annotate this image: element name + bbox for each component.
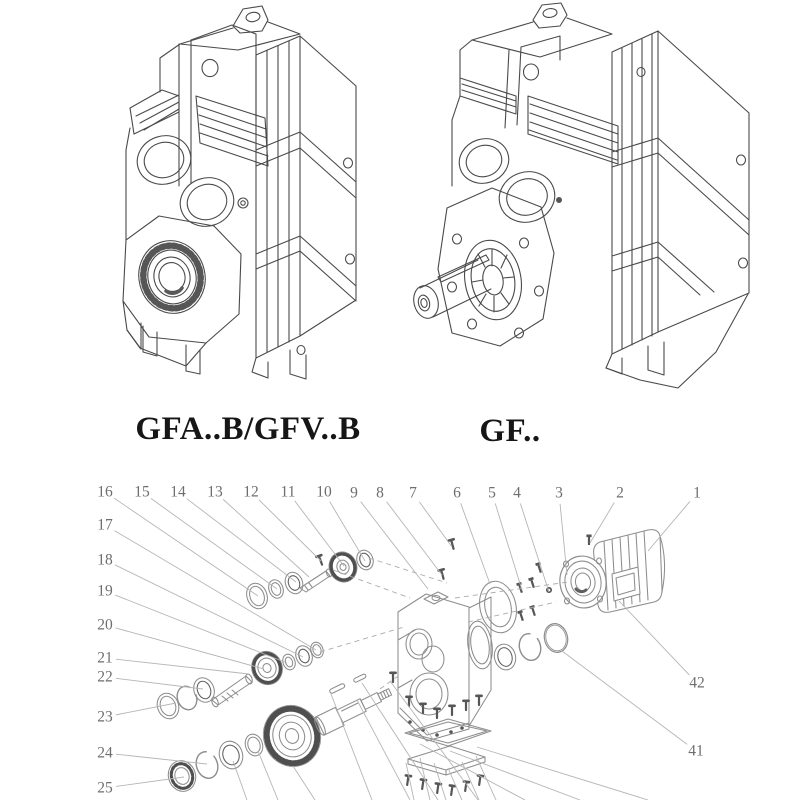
callout-number-10: 10 <box>316 483 332 501</box>
callout-number-9: 9 <box>350 484 358 502</box>
leader-line-10 <box>330 501 365 561</box>
callout-number-5: 5 <box>488 484 496 502</box>
leader-line-9 <box>361 502 428 589</box>
callout-number-2: 2 <box>616 484 624 502</box>
leader-line-offpage <box>233 761 247 800</box>
leader-line-7 <box>419 502 452 547</box>
leader-line-20 <box>116 628 264 669</box>
callout-number-13: 13 <box>207 483 223 501</box>
assembly-axis-line <box>320 627 404 652</box>
callout-number-25: 25 <box>97 779 113 797</box>
callout-number-1: 1 <box>693 484 701 502</box>
leader-line-12 <box>259 500 321 561</box>
assembly-axis-line <box>369 558 447 583</box>
model-label-gfab: GFA..B/GFV..B <box>135 411 361 447</box>
callout-number-19: 19 <box>97 582 113 600</box>
leader-line-41 <box>562 651 687 744</box>
callout-number-14: 14 <box>170 483 186 501</box>
model-label-gf: GF.. <box>479 413 541 449</box>
leader-line-offpage <box>477 747 648 800</box>
leader-line-16 <box>114 498 258 596</box>
leader-line-8 <box>387 502 442 575</box>
leader-line-18 <box>115 565 303 657</box>
leader-line-13 <box>223 499 309 577</box>
leader-line-layer <box>114 498 690 800</box>
leader-line-22 <box>116 678 203 689</box>
output-side-rings <box>491 621 570 672</box>
leader-line-15 <box>151 498 277 589</box>
callout-number-42: 42 <box>689 674 705 692</box>
callout-number-24: 24 <box>97 744 113 762</box>
gearbox-drawing-gf <box>410 3 749 388</box>
leader-line-21 <box>116 659 249 674</box>
callout-number-20: 20 <box>97 616 113 634</box>
callout-number-3: 3 <box>555 484 563 502</box>
leader-line-5 <box>495 504 522 590</box>
leader-line-14 <box>187 499 296 582</box>
assembly-axis-line <box>333 570 410 598</box>
callout-number-16: 16 <box>97 483 113 501</box>
motor <box>556 530 665 613</box>
output-shaft-assembly <box>164 673 395 795</box>
gearbox-drawing-gfab <box>123 6 356 379</box>
callout-number-41: 41 <box>688 742 704 760</box>
callout-number-layer <box>97 484 705 797</box>
leader-line-offpage <box>362 683 438 800</box>
callout-number-6: 6 <box>453 484 461 502</box>
leader-line-17 <box>114 531 316 650</box>
leader-line-6 <box>461 503 490 584</box>
callout-number-18: 18 <box>97 551 113 569</box>
callout-number-23: 23 <box>97 708 113 726</box>
callout-number-21: 21 <box>97 649 113 667</box>
callout-number-8: 8 <box>376 484 384 502</box>
leader-line-4 <box>520 503 549 592</box>
callout-number-12: 12 <box>243 483 259 501</box>
callout-number-22: 22 <box>97 668 113 686</box>
callout-number-7: 7 <box>409 484 417 502</box>
leader-line-offpage <box>476 756 496 800</box>
leader-line-1 <box>648 501 690 551</box>
callout-number-17: 17 <box>97 516 113 534</box>
leader-line-offpage <box>357 700 410 800</box>
leader-line-42 <box>619 601 689 675</box>
callout-number-15: 15 <box>134 483 150 501</box>
leader-line-offpage <box>293 766 315 800</box>
callout-number-4: 4 <box>513 484 521 502</box>
callout-number-11: 11 <box>280 483 296 501</box>
leader-line-24 <box>116 754 207 764</box>
leader-line-2 <box>590 502 614 543</box>
leader-line-23 <box>116 703 176 715</box>
